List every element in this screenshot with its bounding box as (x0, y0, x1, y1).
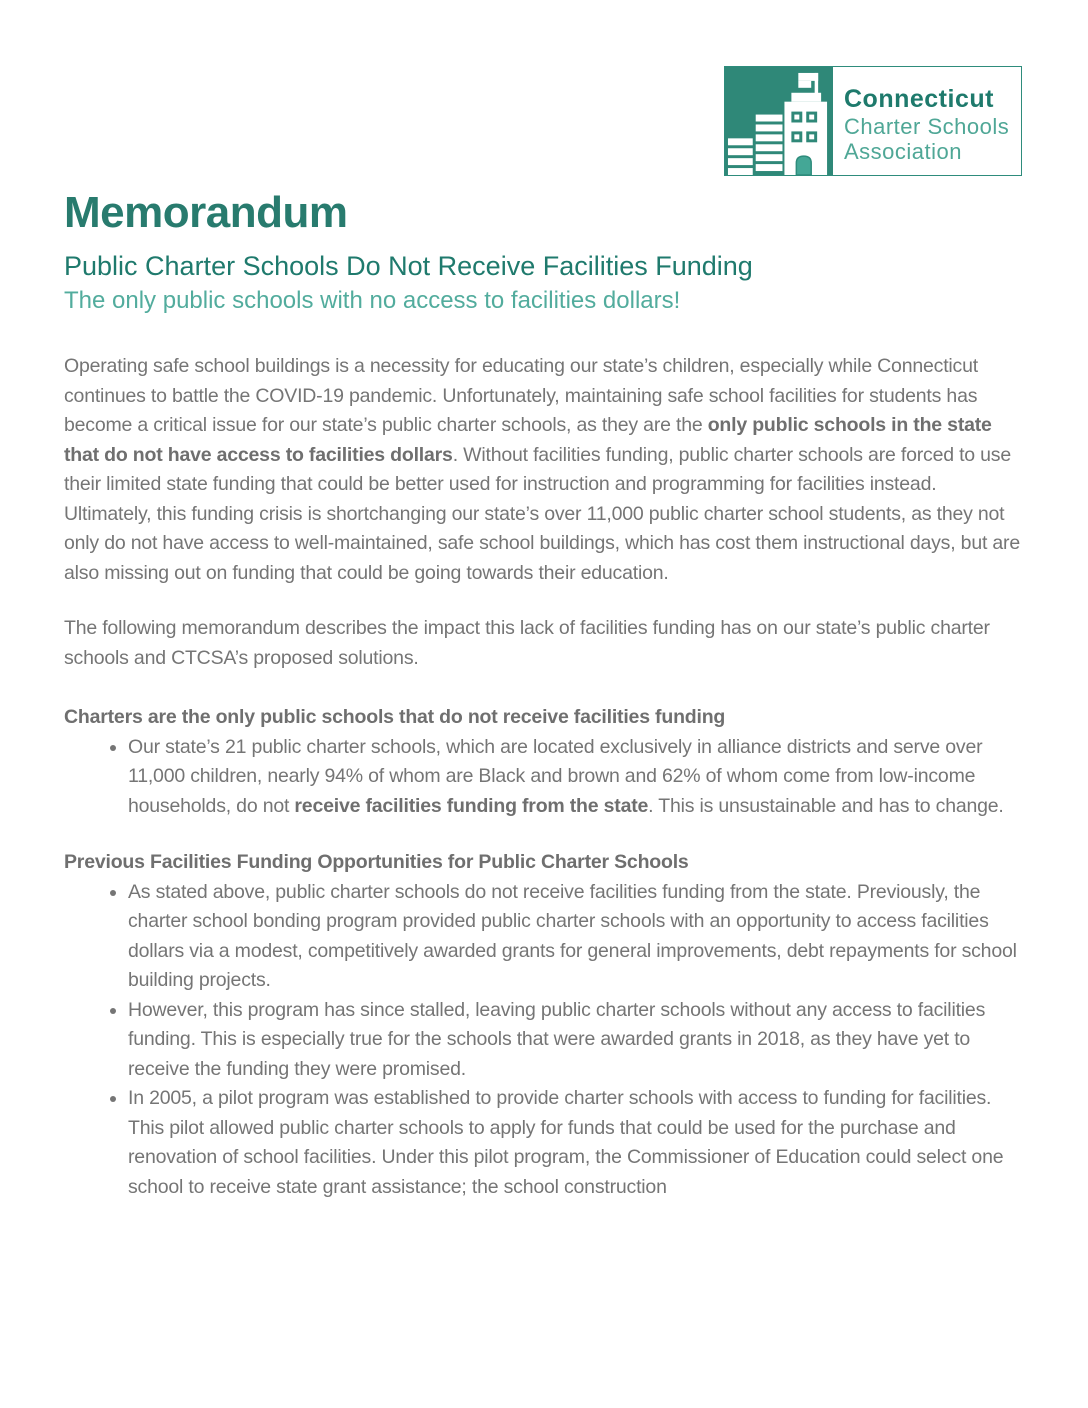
section-previous-opportunities (64, 848, 1024, 1202)
logo-text (833, 67, 1009, 175)
bullet-item: • However, this program has since stalled, leaving public charter schools without any access to facilities funding. This is especially true for the schools that were awarded grants in 2018, as they have yet to receive the funding they were promised. (128, 996, 1024, 1085)
bullet-list (64, 733, 1024, 822)
page-title: Memorandum (64, 188, 348, 237)
overview-paragraph: The following memorandum describes the impact this lack of facilities funding has on our state’s public charter schools and CTCSA’s proposed solutions. (64, 617, 990, 669)
logo-org-line2: Charter Schools (844, 114, 1010, 139)
bullet-item: • Our state’s 21 public charter schools, which are located exclusively in alliance districts and serve over 11,000 children, nearly 94% of whom are Black and brown and 62% of whom come from low-income households, do not receive facilities funding from the state. This is unsustainable and has to change. (128, 733, 1024, 822)
section-heading: Charters are the only public schools that do not receive facilities funding (64, 706, 726, 728)
section-heading: Previous Facilities Funding Opportunities for Public Charter Schools (64, 851, 689, 873)
logo-org-name: Connecticut (844, 85, 994, 113)
bullet-item: • As stated above, public charter schools do not receive facilities funding from the state. Previously, the charter school bonding program provided public charter schools with an opportunity to access facilities dollars via a modest, competitively awarded grants for general improvements, debt repayments for school building projects. (128, 878, 1024, 996)
bullet-list (64, 878, 1024, 1203)
logo-org-line3: Association (844, 139, 963, 164)
memo-tagline: The only public schools with no access to facilities dollars! (64, 287, 681, 314)
logo-row (64, 66, 1024, 176)
school-building-icon (725, 67, 833, 175)
intro-paragraph: Operating safe school buildings is a necessity for educating our state’s children, especially while Connecticut continues to battle the COVID-19 pandemic. Unfortunately, maintaining safe school facilities for students has become a critical issue for our state’s public charter schools, as they are the only public schools in the state that do not have access to facilities dollars. Without facilities funding, public charter schools are forced to use their limited state funding that could be better used for instruction and programming for facilities instead. Ultimately, this funding crisis is shortchanging our state’s over 11,000 public charter school students, as they not only do not have access to well-maintained, safe school buildings, which has cost them instructional days, but are also missing out on funding that could be going towards their education. (64, 355, 1020, 584)
bullet-item: • In 2005, a pilot program was established to provide charter schools with access to funding for facilities. This pilot allowed public charter schools to apply for funds that could be used for the purchase and renovation of school facilities. Under this pilot program, the Commissioner of Education could select one school to receive state grant assistance; the school construction (128, 1084, 1024, 1202)
memo-subject: Public Charter Schools Do Not Receive Facilities Funding (64, 251, 753, 281)
section-no-facilities-funding (64, 703, 1024, 821)
ctcsa-logo (724, 66, 1022, 176)
